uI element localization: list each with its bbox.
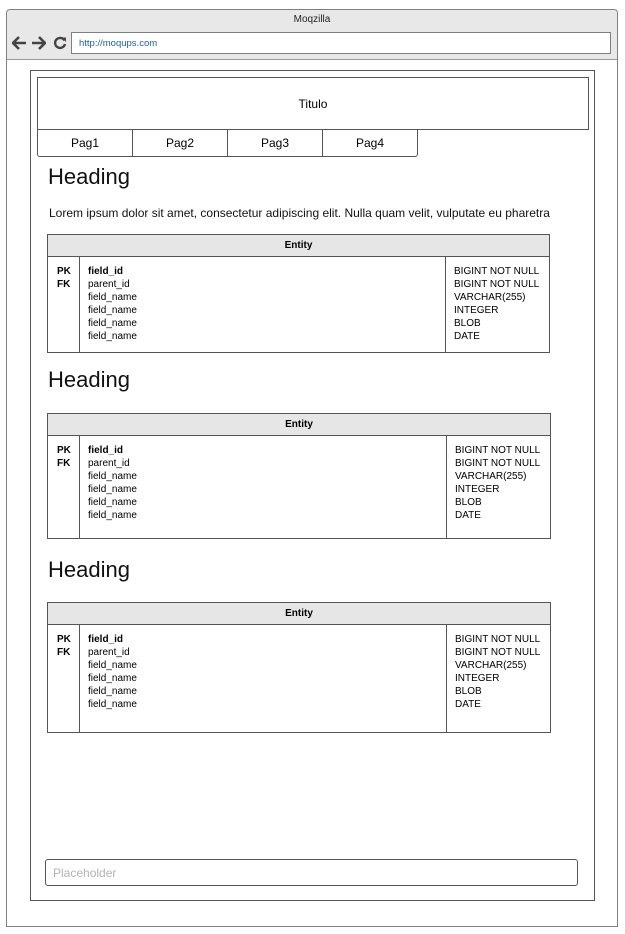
key-fk: FK	[57, 458, 71, 469]
page-title-box	[37, 77, 589, 130]
type-row: BIGINT NOT NULL	[455, 634, 541, 645]
type-row: BIGINT NOT NULL	[454, 279, 540, 290]
field-row: parent_id	[88, 458, 130, 469]
arrow-right-icon	[31, 36, 46, 50]
entity-body	[48, 625, 550, 732]
key-fk: FK	[57, 279, 71, 290]
field-row: field_name	[88, 292, 137, 303]
field-row: field_id	[88, 266, 124, 277]
placeholder-input[interactable]	[45, 859, 578, 886]
field-row: field_name	[88, 510, 137, 521]
field-row: field_name	[88, 331, 137, 342]
type-row: DATE	[455, 510, 481, 521]
entity-keys-column	[48, 257, 80, 352]
entity-types-column	[447, 625, 550, 732]
browser-chrome	[7, 10, 617, 60]
type-row: INTEGER	[455, 673, 500, 684]
field-row: field_name	[88, 699, 137, 710]
type-row: BIGINT NOT NULL	[454, 266, 540, 277]
type-row: BLOB	[455, 686, 482, 697]
entity-header: Entity	[48, 414, 550, 436]
field-row: parent_id	[88, 279, 130, 290]
heading-3: Heading	[48, 557, 130, 582]
tab-bar	[37, 130, 417, 157]
type-row: BIGINT NOT NULL	[455, 647, 541, 658]
key-fk: FK	[57, 647, 71, 658]
field-row: field_id	[88, 634, 124, 645]
field-row: field_name	[88, 305, 137, 316]
tab-pag2[interactable]: Pag2	[132, 130, 228, 157]
tab-pag4[interactable]: Pag4	[322, 130, 418, 157]
field-row: field_name	[88, 686, 137, 697]
entity-keys-column	[48, 625, 80, 732]
type-row: VARCHAR(255)	[454, 292, 526, 303]
page-title: Titulo	[298, 96, 328, 111]
browser-title: Moqzilla	[293, 14, 331, 25]
field-row: field_name	[88, 471, 137, 482]
field-row: field_name	[88, 660, 137, 671]
field-row: field_name	[88, 673, 137, 684]
type-row: BIGINT NOT NULL	[455, 445, 541, 456]
field-row: parent_id	[88, 647, 130, 658]
entity-types-column	[447, 436, 550, 538]
entity-types-column	[446, 257, 549, 352]
entity-keys-column	[48, 436, 80, 538]
entity-table-3	[47, 602, 551, 733]
type-row: BIGINT NOT NULL	[455, 458, 541, 469]
back-button[interactable]	[12, 35, 27, 50]
url-bar[interactable]: http://moqups.com	[71, 32, 611, 54]
type-row: INTEGER	[454, 305, 499, 316]
type-row: INTEGER	[455, 484, 500, 495]
entity-table-1	[47, 234, 550, 353]
field-row: field_name	[88, 484, 137, 495]
entity-header: Entity	[48, 603, 550, 625]
entity-fields-column	[80, 257, 446, 352]
field-row: field_name	[88, 497, 137, 508]
entity-fields-column	[80, 436, 447, 538]
key-pk: PK	[57, 266, 71, 277]
reload-button[interactable]	[52, 35, 67, 50]
type-row: VARCHAR(255)	[455, 471, 527, 482]
type-row: BLOB	[454, 318, 481, 329]
tab-pag1[interactable]: Pag1	[37, 130, 133, 157]
type-row: DATE	[455, 699, 481, 710]
field-row: field_id	[88, 445, 124, 456]
tab-pag3[interactable]: Pag3	[227, 130, 323, 157]
heading-2: Heading	[48, 367, 130, 392]
type-row: VARCHAR(255)	[455, 660, 527, 671]
arrow-left-icon	[12, 36, 27, 50]
key-pk: PK	[57, 634, 71, 645]
entity-table-2	[47, 413, 551, 539]
entity-fields-column	[80, 625, 447, 732]
reload-icon	[53, 36, 67, 50]
key-pk: PK	[57, 445, 71, 456]
heading-1: Heading	[48, 164, 130, 189]
forward-button[interactable]	[31, 35, 46, 50]
field-row: field_name	[88, 318, 137, 329]
intro-paragraph: Lorem ipsum dolor sit amet, consectetur adipiscing elit. Nulla quam velit, vulputate eu pharetra	[49, 206, 550, 220]
type-row: BLOB	[455, 497, 482, 508]
type-row: DATE	[454, 331, 480, 342]
entity-body	[48, 436, 550, 538]
entity-body	[48, 257, 549, 352]
entity-header: Entity	[48, 235, 549, 257]
